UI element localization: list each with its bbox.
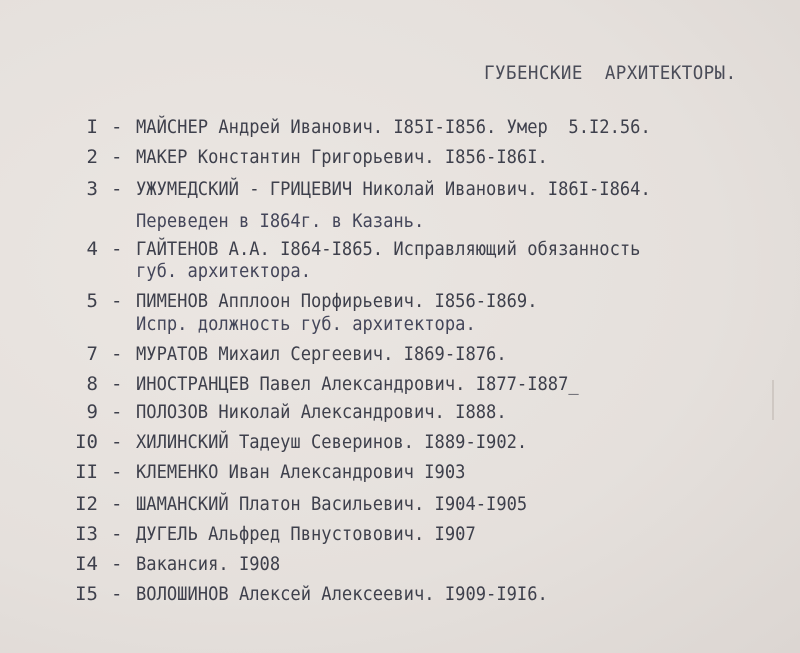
entry-text: КЛЕМЕНКО Иван Александрович I903: [136, 461, 466, 483]
entry-dash: -: [111, 290, 123, 312]
entry-text: ПОЛОЗОВ Николай Александрович. I888.: [136, 401, 507, 423]
entry-text: ИНОСТРАНЦЕВ Павел Александрович. I877-I887_: [136, 373, 579, 395]
entry-number: 7: [86, 343, 98, 365]
entry-number: 4: [86, 238, 98, 260]
entry-dash: -: [111, 401, 123, 423]
entry-text: МАЙСНЕР Андрей Иванович. I85I-I856. Умер 5.I2.56.: [136, 116, 651, 138]
entry-number: 9: [86, 401, 98, 423]
entry-text: ШАМАНСКИЙ Платон Васильевич. I904-I905: [136, 493, 528, 515]
entry-text: МАКЕР Константин Григорьевич. I856-I86I.: [136, 146, 548, 168]
entry-dash: -: [111, 583, 123, 605]
entry-number: I: [86, 116, 98, 138]
entry-dash: -: [111, 493, 123, 515]
entry-dash: -: [111, 431, 123, 453]
entry-number: I2: [75, 493, 98, 515]
entry-number: 5: [86, 290, 98, 312]
entry-text-continuation: Испр. должность губ. архитектора.: [136, 313, 476, 335]
entry-text: УЖУМЕДСКИЙ - ГРИЦЕВИЧ Николай Иванович. I86I-I864.: [136, 178, 651, 200]
entry-text: МУРАТОВ Михаил Сергеевич. I869-I876.: [136, 343, 507, 365]
entry-number: 3: [86, 178, 98, 200]
entry-text: ХИЛИНСКИЙ Тадеуш Северинов. I889-I902.: [136, 431, 528, 453]
entry-number: II: [75, 461, 98, 483]
entry-text: Вакансия. I908: [136, 553, 281, 575]
entry-text: ВОЛОШИНОВ Алексей Алексеевич. I909-I9I6.: [136, 583, 548, 605]
entry-dash: -: [111, 238, 123, 260]
entry-number: 8: [86, 373, 98, 395]
entry-dash: -: [111, 343, 123, 365]
entry-text: ГАЙТЕНОВ А.А. I864-I865. Исправляющий обязанность: [136, 238, 641, 260]
entry-dash: -: [111, 373, 123, 395]
entry-text-continuation: губ. архитектора.: [136, 260, 312, 282]
page-title: ГУБЕНСКИЕ АРХИТЕКТОРЫ.: [484, 62, 737, 84]
entry-number: I4: [75, 553, 98, 575]
entry-dash: -: [111, 146, 123, 168]
entry-number: I3: [75, 523, 98, 545]
entry-dash: -: [111, 116, 123, 138]
entry-text: ДУГЕЛЬ Альфред Пвнустовович. I907: [136, 523, 476, 545]
entry-text: ПИМЕНОВ Апплоон Порфирьевич. I856-I869.: [136, 290, 538, 312]
entry-dash: -: [111, 178, 123, 200]
entry-number: I0: [75, 431, 98, 453]
entry-dash: -: [111, 461, 123, 483]
entry-number: 2: [86, 146, 98, 168]
entry-text-continuation: Переведен в I864г. в Казань.: [136, 210, 425, 232]
entry-number: I5: [75, 583, 98, 605]
entry-dash: -: [111, 523, 123, 545]
entry-dash: -: [111, 553, 123, 575]
